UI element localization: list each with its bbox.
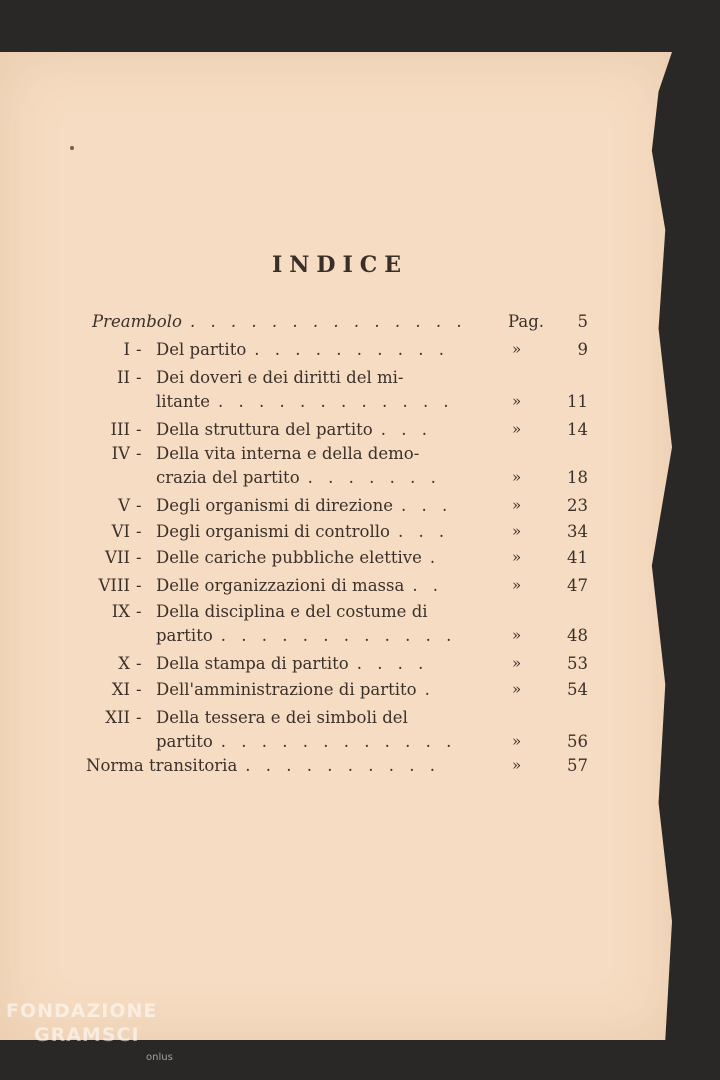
dot-leader: . . . .: [356, 654, 429, 673]
page-number: 48: [567, 626, 588, 645]
entry-title-text: Della struttura del partito: [156, 420, 373, 439]
ditto-mark: »: [512, 732, 522, 750]
entry-title: [156, 522, 449, 541]
chapter-number: XI: [111, 680, 130, 699]
ditto-mark: »: [512, 654, 522, 672]
page-number: 18: [567, 468, 588, 487]
dash: -: [136, 680, 142, 699]
page-number: 9: [577, 340, 588, 359]
dot-leader: . . . . . . . . . . . .: [218, 392, 454, 411]
dash: -: [136, 576, 142, 595]
page-title: INDICE: [271, 252, 409, 278]
dot-leader: . . . . . . . . . . . .: [220, 732, 457, 751]
page-number: 47: [567, 576, 588, 595]
dot-leader: . . . . . . .: [307, 468, 441, 487]
watermark-line3: onlus: [146, 1052, 173, 1063]
watermark-line1: FONDAZIONE: [6, 1000, 158, 1022]
chapter-number: II: [116, 368, 130, 387]
entry-title-text: Della vita interna e della demo-: [156, 444, 420, 463]
watermark-logo: [6, 1000, 173, 1063]
entry-title: [156, 708, 408, 727]
ditto-mark: »: [512, 576, 522, 594]
entry-title-text: Della tessera e dei simboli del: [156, 708, 408, 727]
entry-title: [156, 654, 428, 673]
dash: -: [136, 340, 142, 359]
page-number: 14: [567, 420, 588, 439]
entry-title-text: Dell'amministrazione di partito: [156, 680, 417, 699]
chapter-number: IX: [111, 602, 130, 621]
entry-title: [156, 548, 440, 567]
watermark-line2: GRAMSCI: [34, 1024, 140, 1046]
entry-title: [156, 392, 454, 411]
entry-title-text: Dei doveri e dei diritti del mi-: [156, 368, 404, 387]
ditto-mark: »: [512, 756, 522, 774]
chapter-number: I: [123, 340, 130, 359]
dot-leader: . . . . . . . . . .: [245, 756, 440, 775]
entry-title: [92, 312, 467, 331]
dot-leader: .: [429, 548, 441, 567]
ditto-mark: »: [512, 548, 522, 566]
ditto-mark: »: [512, 468, 522, 486]
ditto-mark: »: [512, 680, 522, 698]
dash: -: [136, 654, 142, 673]
chapter-number: V: [118, 496, 130, 515]
page-number: 56: [567, 732, 588, 751]
chapter-number: VIII: [98, 576, 130, 595]
chapter-number: VII: [105, 548, 130, 567]
ditto-mark: »: [512, 340, 522, 358]
entry-title-text: Preambolo: [92, 312, 182, 331]
entry-title-text: Delle cariche pubbliche elettive: [156, 548, 422, 567]
dash: -: [136, 708, 142, 727]
entry-title-text: Degli organismi di direzione: [156, 496, 393, 515]
dash: -: [136, 602, 142, 621]
entry-title-text: Della stampa di partito: [156, 654, 349, 673]
entry-title: [156, 496, 452, 515]
entry-title-text: crazia del partito: [156, 468, 300, 487]
entry-title: [156, 444, 419, 463]
page-number: 53: [567, 654, 588, 673]
entry-title: [156, 732, 456, 751]
page-number: 57: [567, 756, 588, 775]
chapter-number: VI: [111, 522, 130, 541]
entry-title: [156, 340, 449, 359]
page-number: 54: [567, 680, 588, 699]
chapter-number: III: [110, 420, 130, 439]
dot-leader: . . .: [397, 522, 450, 541]
dash: -: [136, 444, 142, 463]
dot-leader: . . . . . . . . . .: [254, 340, 449, 359]
dash: -: [136, 548, 142, 567]
entry-title-text: Norma transitoria: [86, 756, 238, 775]
chapter-number: X: [118, 654, 130, 673]
page-number: 34: [567, 522, 588, 541]
entry-title: [86, 756, 440, 775]
entry-title: [156, 468, 441, 487]
dot-leader: . . .: [380, 420, 432, 439]
dot-leader: .: [424, 680, 435, 699]
dash: -: [136, 496, 142, 515]
entry-title: [156, 368, 404, 387]
dash: -: [136, 522, 142, 541]
page-number: 5: [577, 312, 588, 331]
ditto-mark: »: [512, 496, 522, 514]
dot-leader: . . .: [401, 496, 453, 515]
dash: -: [136, 368, 142, 387]
dash: -: [136, 420, 142, 439]
page-number: 41: [567, 548, 588, 567]
entry-title-text: Degli organismi di controllo: [156, 522, 390, 541]
dot-leader: . .: [412, 576, 444, 595]
dot-leader: . . . . . . . . . . . . . .: [189, 312, 467, 331]
entry-title: [156, 680, 435, 699]
chapter-number: IV: [111, 444, 130, 463]
entry-title: [156, 602, 428, 621]
entry-title-text: Delle organizzazioni di massa: [156, 576, 405, 595]
page-label: Pag.: [508, 312, 545, 331]
entry-title: [156, 576, 443, 595]
page-number: 23: [567, 496, 588, 515]
entry-title-text: Della disciplina e del costume di: [156, 602, 428, 621]
page-number: 11: [567, 392, 588, 411]
ditto-mark: »: [512, 420, 522, 438]
entry-title: [156, 420, 432, 439]
entry-title-text: litante: [156, 392, 211, 411]
chapter-number: XII: [105, 708, 130, 727]
ditto-mark: »: [512, 626, 522, 644]
ditto-mark: »: [512, 522, 522, 540]
entry-title-text: Del partito: [156, 340, 247, 359]
dot-leader: . . . . . . . . . . . .: [220, 626, 457, 645]
entry-title-text: partito: [156, 626, 213, 645]
entry-title-text: partito: [156, 732, 213, 751]
entry-title: [156, 626, 456, 645]
ditto-mark: »: [512, 392, 522, 410]
